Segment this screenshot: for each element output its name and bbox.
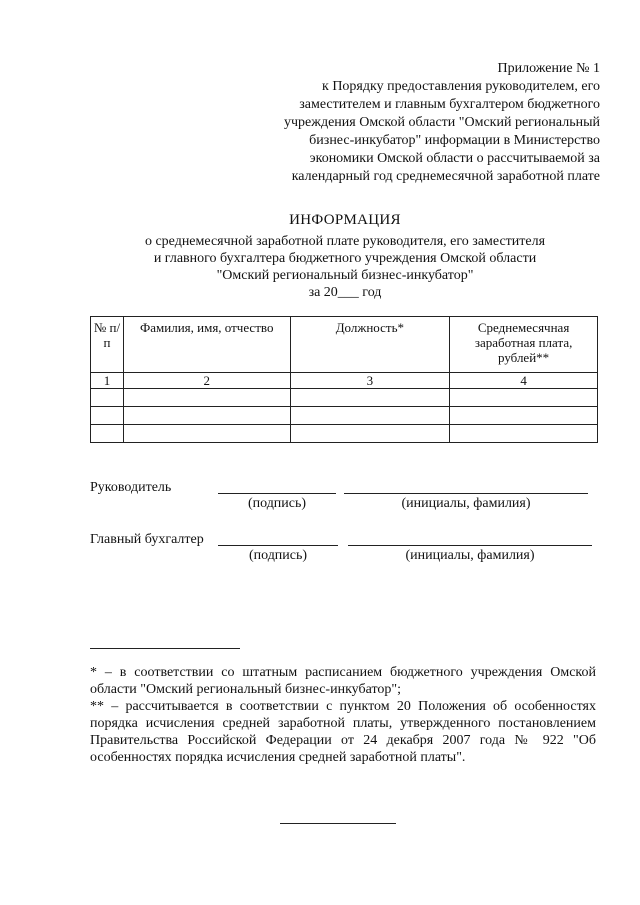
appendix-line: Приложение № 1 xyxy=(497,61,600,76)
footnotes xyxy=(90,664,596,766)
table-cell[interactable] xyxy=(91,407,124,425)
appendix-header xyxy=(240,60,600,186)
table-cell[interactable] xyxy=(290,389,450,407)
table-row xyxy=(91,407,598,425)
header-average-salary: Среднемесячная заработная плата, рублей** xyxy=(450,317,598,373)
table-header-row xyxy=(91,317,598,373)
table-cell[interactable] xyxy=(290,425,450,443)
document-title-block xyxy=(0,212,640,301)
appendix-line: учреждения Омской области "Омский региональный xyxy=(284,115,600,130)
table-row xyxy=(91,389,598,407)
accountant-signature-caption: (подпись) xyxy=(248,548,308,563)
appendix-line: бизнес-инкубатор" информации в Министерство xyxy=(309,133,600,148)
column-number: 2 xyxy=(123,373,290,389)
title-line: "Омский региональный бизнес-инкубатор" xyxy=(216,268,474,283)
column-number-row xyxy=(91,373,598,389)
director-name-caption: (инициалы, фамилия) xyxy=(401,496,531,511)
header-number: № п/п xyxy=(91,317,124,373)
table-cell[interactable] xyxy=(450,389,598,407)
column-number: 3 xyxy=(290,373,450,389)
table-cell[interactable] xyxy=(290,407,450,425)
director-signature-line[interactable] xyxy=(218,493,336,494)
title-year-line: за 20___ год xyxy=(308,285,382,300)
accountant-name-line[interactable] xyxy=(348,545,592,546)
title-line: и главного бухгалтера бюджетного учреждения Омской области xyxy=(153,251,537,266)
table-cell[interactable] xyxy=(123,425,290,443)
accountant-name-caption: (инициалы, фамилия) xyxy=(405,548,535,563)
table-cell[interactable] xyxy=(450,407,598,425)
document-title: ИНФОРМАЦИЯ xyxy=(289,212,401,228)
salary-info-table xyxy=(90,316,598,443)
table-cell[interactable] xyxy=(123,389,290,407)
footnote-separator xyxy=(90,648,240,649)
table-cell[interactable] xyxy=(91,389,124,407)
end-rule xyxy=(280,823,396,824)
table-cell[interactable] xyxy=(123,407,290,425)
appendix-line: календарный год среднемесячной заработной плате xyxy=(291,169,600,184)
accountant-signature-line[interactable] xyxy=(218,545,338,546)
header-full-name: Фамилия, имя, отчество xyxy=(123,317,290,373)
title-line: о среднемесячной заработной плате руководителя, его заместителя xyxy=(144,234,546,249)
table-cell[interactable] xyxy=(91,425,124,443)
appendix-line: к Порядку предоставления руководителем, его xyxy=(322,79,600,94)
footnote-position: * – в соответствии со штатным расписанием бюджетного учреждения Омской области "Омский региональный бизнес-инкубатор"; xyxy=(90,665,596,697)
table-row xyxy=(91,425,598,443)
footnote-salary: ** – рассчитывается в соответствии с пунктом 20 Положения об особенностях порядка исчисления средней заработной платы, утвержденного постановлением Правительства Российской Федерации от 24 декабря 2007 года № 922 "Об особенностях порядка исчисления средней заработной платы". xyxy=(90,699,596,765)
appendix-line: экономики Омской области о рассчитываемой за xyxy=(309,151,600,166)
accountant-label: Главный бухгалтер xyxy=(90,532,204,547)
header-position: Должность* xyxy=(290,317,450,373)
appendix-line: заместителем и главным бухгалтером бюджетного xyxy=(299,97,600,112)
director-signature-caption: (подпись) xyxy=(247,496,307,511)
director-name-line[interactable] xyxy=(344,493,588,494)
column-number: 4 xyxy=(450,373,598,389)
column-number: 1 xyxy=(91,373,124,389)
director-label: Руководитель xyxy=(90,480,172,495)
table-cell[interactable] xyxy=(450,425,598,443)
